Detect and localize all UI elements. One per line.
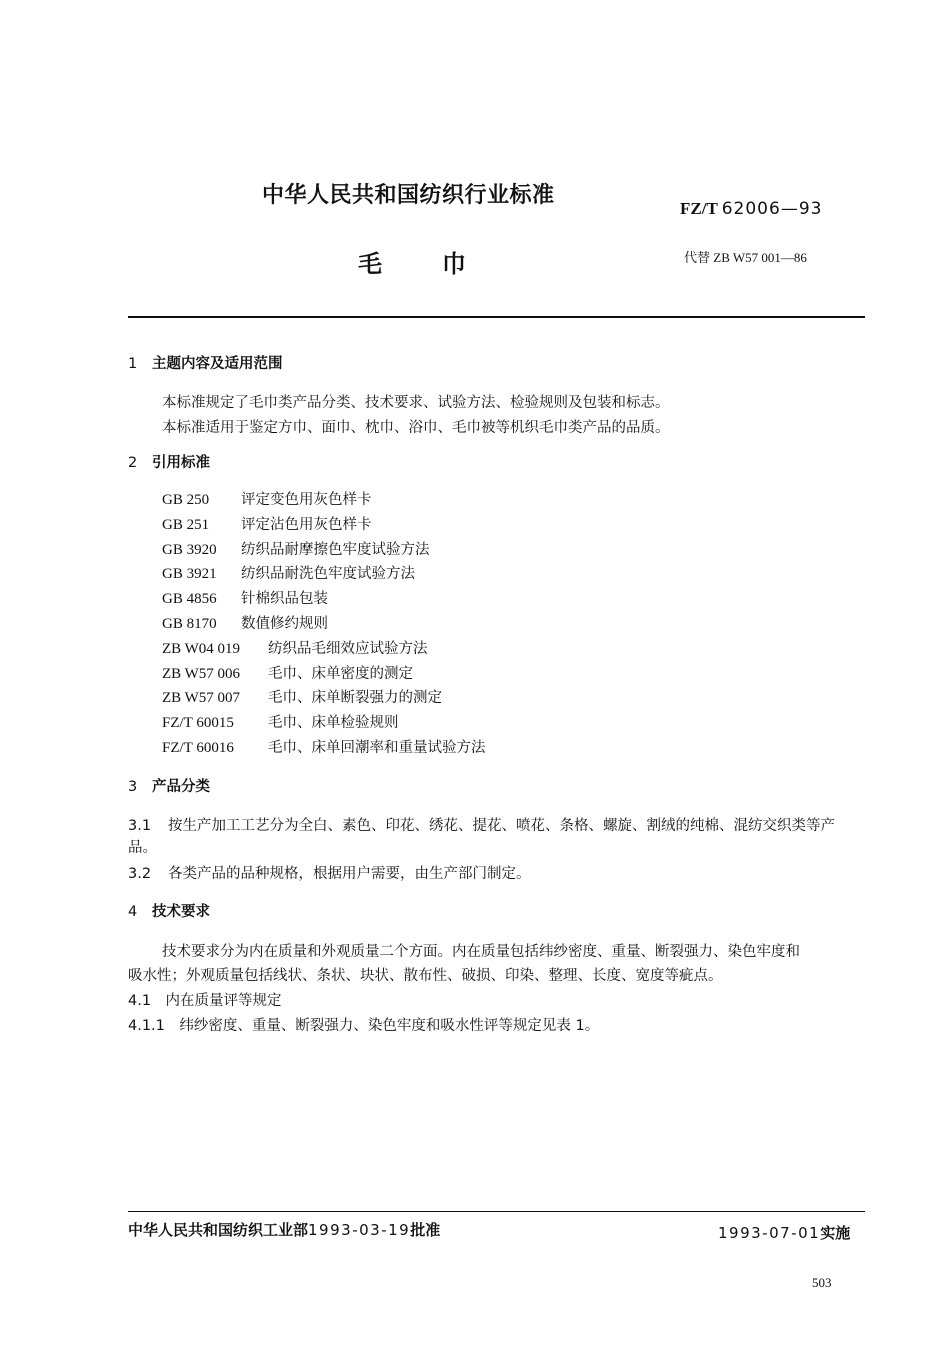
reference-code: GB 8170: [162, 616, 217, 632]
implementation-line: 1993-07-01实施: [718, 1224, 851, 1242]
replaces-standard: 代替 ZB W57 001—86: [684, 250, 807, 265]
reference-code: GB 251: [162, 516, 210, 533]
reference-name: 纺织品耐摩擦色牢度试验方法: [241, 541, 430, 558]
reference-name: 数值修约规则: [241, 616, 328, 632]
implementation-date: 1993-07-01: [718, 1224, 821, 1242]
header-divider: [128, 316, 865, 318]
section-1-para-2: 本标准适用于鉴定方巾、面巾、枕巾、浴巾、毛巾被等机织毛巾类产品的品质。: [162, 420, 670, 436]
section-4-intro-line-2: 吸水性；外观质量包括线状、条状、块状、散布性、破损、印染、整理、长度、宽度等疵点。: [128, 968, 723, 984]
reference-name: 毛巾、床单密度的测定: [268, 665, 413, 682]
reference-name: 针棉织品包装: [241, 591, 328, 608]
reference-item: [162, 711, 399, 732]
reference-item: [162, 562, 415, 583]
title-char-2: 巾: [442, 250, 466, 278]
section-4-heading: 4 技术要求: [128, 904, 210, 920]
reference-code: GB 250: [162, 492, 210, 508]
reference-item: [162, 662, 413, 683]
section-1-heading: 1 主题内容及适用范围: [128, 356, 283, 372]
clause-4-1: 4.1 内在质量评等规定: [128, 993, 282, 1009]
clause-3-2: 3.2 各类产品的品种规格，根据用户需要，由生产部门制定。: [128, 866, 531, 882]
standard-code: [680, 199, 822, 219]
reference-name: 纺织品耐洗色牢度试验方法: [241, 566, 415, 583]
section-4-intro-line-1: 技术要求分为内在质量和外观质量二个方面。内在质量包括纬纱密度、重量、断裂强力、染色牢度和: [162, 944, 800, 960]
reference-item: [162, 736, 486, 757]
reference-item: [162, 587, 328, 608]
standard-prefix: FZ/T: [680, 199, 718, 218]
reference-code: ZB W04 019: [162, 640, 241, 657]
reference-code: GB 4856: [162, 591, 217, 608]
section-3-heading: 3 产品分类: [128, 779, 210, 795]
clause-3-1-cont: 品。: [128, 840, 157, 856]
reference-code: ZB W57 006: [162, 665, 241, 682]
footer-divider: [128, 1211, 865, 1212]
page-number: 503: [812, 1275, 832, 1290]
clause-3-1: 3.1 按生产加工工艺分为全白、素色、印花、绣花、提花、喷花、条格、螺旋、割绒的纯棉、混纺交织类等产: [128, 818, 835, 834]
org-title: 中华人民共和国纺织行业标准: [262, 183, 555, 208]
reference-item: [162, 488, 372, 509]
reference-code: ZB W57 007: [162, 690, 241, 707]
approval-line: 中华人民共和国纺织工业部1993-03-19批准: [128, 1221, 441, 1239]
approval-date: 1993-03-19: [308, 1221, 411, 1239]
reference-name: 评定沾色用灰色样卡: [241, 516, 372, 533]
title-char-1: 毛: [358, 250, 382, 278]
reference-name: 毛巾、床单回潮率和重量试验方法: [268, 740, 486, 756]
reference-code: GB 3921: [162, 566, 217, 583]
reference-item: [162, 538, 430, 559]
reference-name: 纺织品毛细效应试验方法: [268, 640, 428, 657]
reference-item: [162, 686, 442, 707]
approver: 中华人民共和国纺织工业部: [128, 1221, 309, 1239]
reference-item: [162, 637, 428, 658]
reference-name: 毛巾、床单断裂强力的测定: [268, 690, 442, 707]
reference-code: GB 3920: [162, 541, 217, 558]
reference-item: [162, 513, 372, 534]
reference-item: [162, 612, 328, 633]
reference-code: FZ/T 60015: [162, 715, 234, 732]
clause-4-1-1: 4.1.1 纬纱密度、重量、断裂强力、染色牢度和吸水性评等规定见表 1。: [128, 1018, 600, 1034]
section-1-para-1: 本标准规定了毛巾类产品分类、技术要求、试验方法、检验规则及包装和标志。: [162, 395, 670, 411]
reference-name: 评定变色用灰色样卡: [241, 492, 372, 508]
standard-number: 62006—93: [721, 199, 823, 219]
reference-name: 毛巾、床单检验规则: [268, 715, 399, 732]
document-title: [358, 244, 466, 279]
section-2-heading: 2 引用标准: [128, 455, 210, 471]
reference-code: FZ/T 60016: [162, 740, 234, 756]
